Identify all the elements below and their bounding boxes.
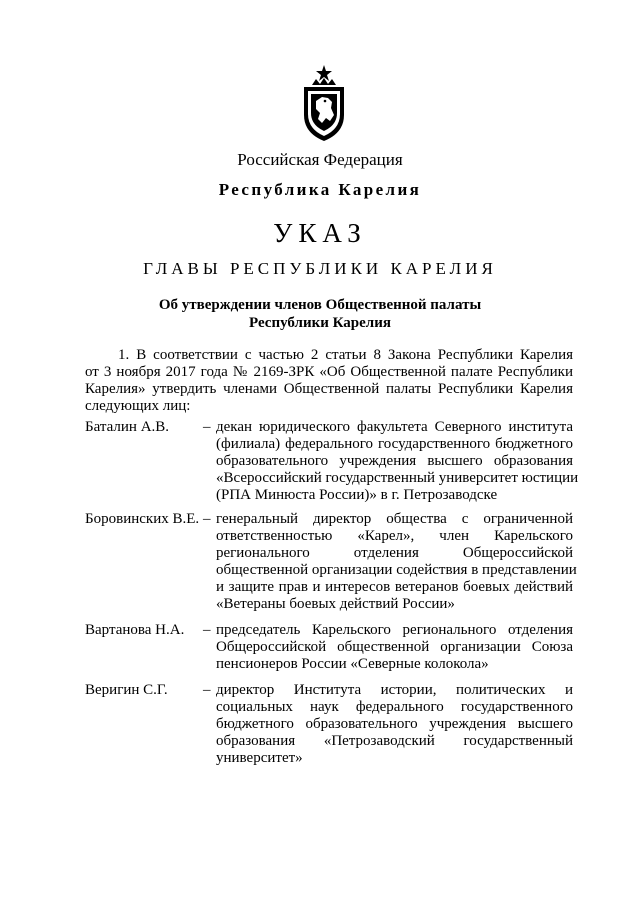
paragraph-line: 1. В соответствии с частью 2 статьи 8 Закона Республики Карелия [118,347,573,363]
decree-title-line: Республики Карелия [249,315,391,331]
description-line: декан юридического факультета Северного института [216,419,573,435]
description-line: «Всероссийский государственный университет юстиции [216,470,579,486]
member-dash: – [203,622,211,638]
description-line: социальных наук федерального государственного [216,699,573,715]
document-issuer: ГЛАВЫ РЕСПУБЛИКИ КАРЕЛИЯ [143,259,497,278]
intro-paragraph [85,347,573,415]
member-dash: – [203,682,211,698]
coat-of-arms-icon [298,63,350,143]
member-description [216,419,579,504]
member-dash: – [203,419,211,435]
member-description [216,622,573,673]
description-line: общественной организации содействия в представлении [216,562,577,578]
member-name: Веригин С.Г. [85,682,168,698]
description-line: директор Института истории, политических и [216,682,573,698]
description-line: образования «Петрозаводский государственный [216,733,573,749]
decree-title-line: Об утверждении членов Общественной палаты [158,297,482,313]
paragraph-line: Карелия» утвердить членами Общественной палаты Республики Карелия [85,381,573,397]
description-line: «Ветераны боевых действий России» [216,596,455,612]
description-line: (филиала) федерального государственного бюджетного [216,436,573,452]
description-line: пенсионеров России «Северные колокола» [216,656,489,672]
description-line: и защите прав и интересов ветеранов боевых действий [216,579,573,595]
description-line: Общероссийской общественной организации Союза [216,639,573,655]
member-name: Боровинских В.Е. [85,511,200,527]
document-type: УКАЗ [273,218,367,248]
country-name: Российская Федерация [237,150,403,169]
description-line: регионального отделения Общероссийской [216,545,573,561]
description-line: бюджетного образовательного учреждения высшего [216,716,573,732]
description-line: (РПА Минюста России)» в г. Петрозаводске [216,487,498,503]
paragraph-line: следующих лиц: [85,398,191,414]
description-line: генеральный директор общества с ограниченной [216,511,573,527]
member-name: Вартанова Н.А. [85,622,185,638]
paragraph-line: от 3 ноября 2017 года № 2169-ЗРК «Об Общественной палате Республики [85,364,573,380]
member-description [216,682,573,767]
member-description [216,511,577,613]
description-line: университет» [216,750,303,766]
decree-title [0,296,640,332]
member-dash: – [203,511,211,527]
member-name: Баталин А.В. [85,419,170,435]
description-line: председатель Карельского регионального отделения [216,622,573,638]
description-line: образовательного учреждения высшего образования [216,453,573,469]
description-line: ответственностью «Карел», член Карельского [216,528,573,544]
region-name: Республика Карелия [218,180,422,199]
